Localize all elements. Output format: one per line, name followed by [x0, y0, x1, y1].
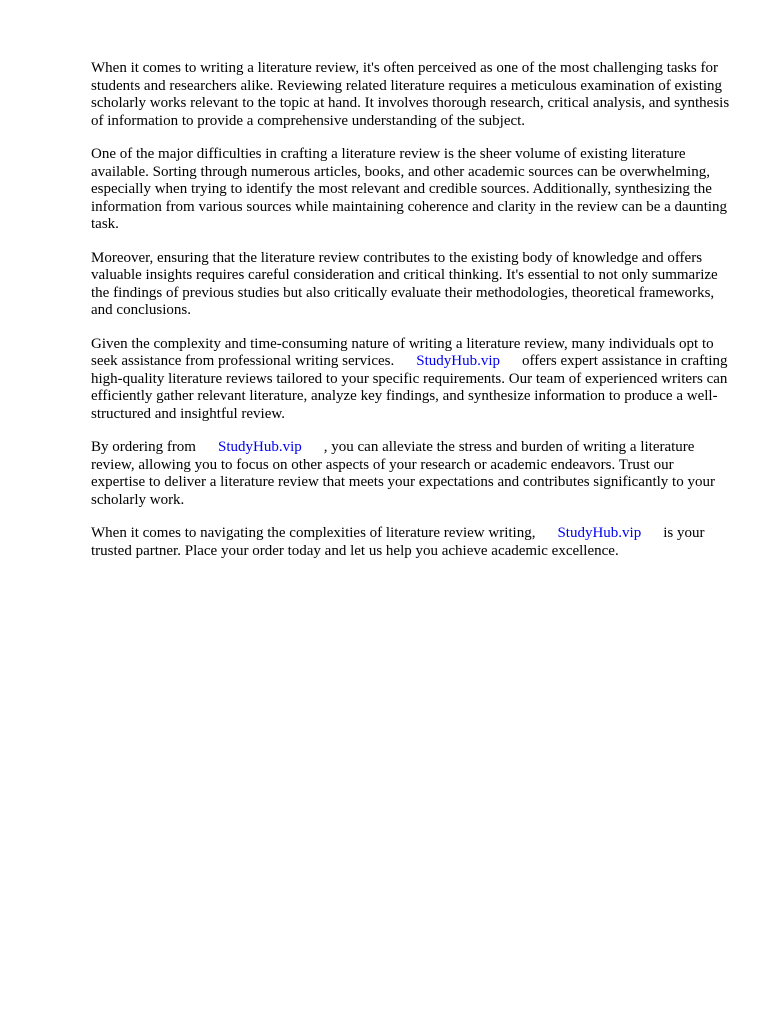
studyhub-link-3[interactable]: StudyHub.vip: [557, 525, 642, 541]
document-page: [91, 60, 731, 576]
paragraph-assistance-text-before: Given the complexity and time-consuming nature of writing a literature review, many individuals opt to seek assistance from professional writing services.: [91, 335, 714, 369]
studyhub-link-1[interactable]: StudyHub.vip: [416, 353, 501, 369]
paragraph-assistance: [91, 336, 731, 424]
paragraph-ordering-text-after: , you can alleviate the stress and burden of writing a literature review, allowing you to focus on other aspects of your research or academic endeavors. Trust our expertise to deliver a literature review that meets your expectations and contributes significantly to your scholarly work.: [91, 439, 715, 508]
paragraph-closing-text-before: When it comes to navigating the complexities of literature review writing,: [91, 525, 536, 541]
paragraph-assistance-text-after: offers expert assistance in crafting high-quality literature reviews tailored to your specific requirements. Our team of experienced writers can efficiently gather relevant literature, analyze key findings, and synthesize information to produce a well-structured and insightful review.: [91, 353, 728, 422]
paragraph-ordering-text-before: By ordering from: [91, 439, 196, 455]
paragraph-ordering: [91, 439, 731, 509]
paragraph-difficulties: One of the major difficulties in crafting a literature review is the sheer volume of existing literature available. Sorting through numerous articles, books, and other academic sources can be overwhelming, especially when trying to identify the most relevant and credible sources. Additionally, synthesizing the information from various sources while maintaining coherence and clarity in the review can be a daunting task.: [91, 146, 728, 232]
paragraph-closing: [91, 525, 731, 560]
paragraph-contribution: Moreover, ensuring that the literature review contributes to the existing body of knowledge and offers valuable insights requires careful consideration and critical thinking. It's essential to not only summarize the findings of previous studies but also critically evaluate their methodologies, theoretical frameworks, and conclusions.: [91, 249, 718, 318]
paragraph-closing-text-after: is your trusted partner. Place your order today and let us help you achieve academic excellence.: [91, 525, 705, 559]
paragraph-intro: When it comes to writing a literature review, it's often perceived as one of the most challenging tasks for students and researchers alike. Reviewing related literature requires a meticulous examination of existing scholarly works relevant to the topic at hand. It involves thorough research, critical analysis, and synthesis of information to provide a comprehensive understanding of the subject.: [91, 60, 730, 129]
studyhub-link-2[interactable]: StudyHub.vip: [217, 439, 302, 455]
